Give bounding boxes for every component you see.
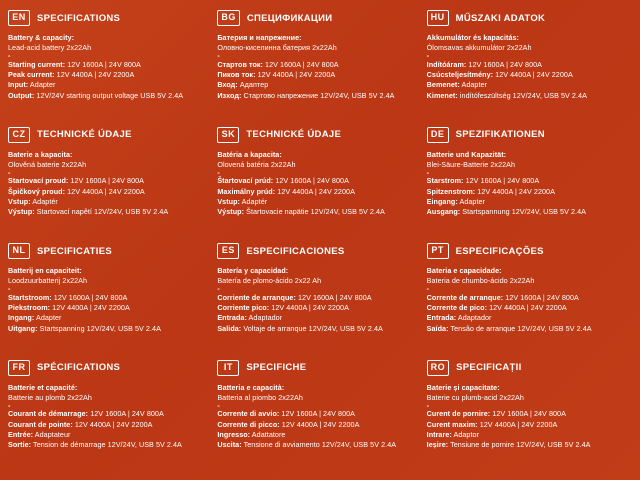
spec-body [217,383,418,451]
spec-label: Starstrom: [426,176,464,186]
spec-block-nl [8,243,213,360]
section-title: SPECIFICATIES [37,245,112,257]
spec-value: 12V 1600A | 24V 800A [492,409,566,419]
spec-body [8,383,209,451]
spec-label: Corrente di picco: [217,419,280,429]
spec-row [427,420,628,430]
spec-row [8,430,209,440]
spec-value: Startspannung 12V/24V, USB 5V 2.4A [462,207,586,217]
spec-header [8,360,209,376]
spec-block-it [217,360,422,477]
spec-value: 12V 1600A | 24V 800A [297,292,372,302]
spec-row [217,303,418,313]
spec-separator: - [8,400,11,410]
spec-value: Startspanning 12V/24V, USB 5V 2.4A [39,323,161,333]
spec-row [427,409,628,419]
spec-lead-value: Ólomsavas akkumulátor 2x22Ah [426,43,532,53]
spec-value: 12V 1600A | 24V 800A [265,59,339,69]
spec-label: Starting current: [8,59,66,69]
spec-value: Adattatore [251,429,286,439]
section-title: ESPECIFICACIONES [246,245,345,257]
spec-separator: - [426,284,430,294]
spec-row [8,303,209,313]
spec-row [217,440,418,450]
spec-separator: - [217,284,220,294]
spec-value: 12V 1600A | 24V 800A [67,59,141,69]
spec-label: Пиков ток: [217,70,256,80]
spec-value: 12V 4400A | 24V 2200A [52,303,130,313]
spec-label: Saída: [426,323,449,333]
spec-separator: - [426,400,430,410]
language-code-badge: NL [8,243,30,259]
spec-label: Štartovací prúd: [217,176,274,186]
spec-value: 12V 1600A | 24V 800A [70,176,145,186]
language-code-badge: SK [217,127,239,143]
spec-label: Eingang: [426,196,458,206]
section-title: TECHNICKÉ ÚDAJE [246,129,342,140]
spec-label: Peak current: [8,70,55,80]
spec-value: Tensiune de pornire 12V/24V, USB 5V 2.4A [450,440,591,450]
spec-row [217,430,418,440]
language-code-badge: IT [217,360,239,376]
spec-row [8,60,209,70]
spec-value: 12V 1600A | 24V 800A [275,176,349,186]
spec-row [217,324,418,334]
section-title: SPECIFICATIONS [37,12,121,24]
spec-row [427,313,628,323]
language-code-badge: HU [427,10,449,26]
spec-value: 12V 1600A | 24V 800A [281,409,356,419]
spec-block-bg [217,10,422,127]
spec-row [427,91,628,101]
spec-value: 12V 4400A | 24V 2200A [67,186,145,196]
language-code-badge: EN [8,10,30,26]
spec-lead-label: Batteria e capacità: [217,382,285,392]
spec-label: Indítóáram: [426,59,467,69]
spec-header [427,10,628,26]
spec-header [217,10,418,26]
spec-value: 12V 1600A | 24V 800A [465,176,540,186]
spec-value: 12V 4400A | 24V 2200A [257,70,336,80]
spec-value: Стартово напрежение 12V/24V, USB 5V 2.4A [243,90,395,100]
spec-value: 12V 4400A | 24V 2200A [56,70,135,80]
spec-lead-value: Lead-acid battery 2x22Ah [8,43,92,53]
spec-body [217,266,418,334]
spec-header [427,360,628,376]
language-code-badge: CZ [8,127,30,143]
spec-label: Ingang: [8,313,35,323]
spec-header [8,127,209,143]
spec-label: Corrente di avvio: [217,409,280,419]
spec-header [427,243,628,259]
spec-label: Corriente de arranque: [217,292,296,302]
spec-value: Voltaje de arranque 12V/24V, USB 5V 2.4A [243,323,383,333]
section-title: SPECIFICAȚII [456,362,522,373]
spec-label: Piekstroom: [8,303,51,313]
spec-body [8,266,209,334]
spec-block-en [8,10,213,127]
spec-lead-label: Baterie și capacitate: [426,382,500,392]
spec-row [217,197,418,207]
spec-body [427,383,628,451]
spec-value: 12V 4400A | 24V 2200A [479,419,558,429]
spec-body [427,33,628,101]
spec-label: Csúcsteljesítmény: [426,70,494,80]
spec-row [217,91,418,101]
spec-label: Ingresso: [217,429,251,439]
spec-row [8,197,209,207]
spec-block-sk [217,127,422,244]
spec-value: Adaptateur [34,429,71,439]
spec-value: 12V 4400A | 24V 2200A [489,303,567,313]
spec-value: Adapter [459,196,485,206]
spec-row [427,70,628,80]
spec-value: Startovací napětí 12V/24V, USB 5V 2.4A [36,207,169,217]
spec-value: 12V 1600A | 24V 800A [505,292,579,302]
spec-block-pt [427,243,632,360]
section-title: SPÉCIFICATIONS [37,362,121,373]
spec-label: Špičkový proud: [8,186,66,196]
spec-row [427,60,628,70]
spec-body [217,150,418,218]
spec-lead-label: Battery & capacity: [8,33,75,42]
spec-label: Intrare: [426,429,452,439]
spec-row [427,176,628,186]
language-code-badge: RO [427,360,450,376]
spec-value: Adaptor [453,429,480,439]
spec-value: 12V 4400A | 24V 2200A [74,419,153,429]
spec-block-es [217,243,422,360]
spec-separator: - [426,167,430,177]
spec-value: 12V/24V starting output voltage USB 5V 2.4A [36,90,184,100]
spec-label: Corrente de pico: [426,303,488,313]
spec-grid [8,10,632,476]
spec-row [217,176,418,186]
spec-lead-label: Batterie et capacité: [8,382,78,392]
spec-value: 12V 1600A | 24V 800A [53,292,128,302]
spec-row [427,80,628,90]
spec-label: Spitzenstrom: [426,186,476,196]
spec-value: 12V 4400A | 24V 2200A [281,419,360,429]
spec-value: Adaptador [248,313,283,323]
spec-row [427,303,628,313]
spec-row [8,176,209,186]
spec-row [217,293,418,303]
language-code-badge: FR [8,360,30,376]
spec-body [427,266,628,334]
spec-lead-label: Baterie a kapacita: [8,149,73,159]
spec-value: Tensão de arranque 12V/24V, USB 5V 2.4A [450,323,592,333]
spec-label: Entrada: [217,313,247,323]
spec-row [8,91,209,101]
spec-row [8,80,209,90]
spec-label: Výstup: [8,207,35,217]
spec-lead-value: Baterie cu plumb-acid 2x22Ah [426,392,524,402]
spec-separator: - [8,51,11,61]
spec-label: Startstroom: [8,292,52,302]
spec-header [217,127,418,143]
spec-row [8,70,209,80]
spec-label: Startovací proud: [8,176,69,186]
spec-row [427,293,628,303]
section-title: MŰSZAKI ADATOK [455,12,546,24]
spec-label: Maximálny prúd: [217,186,276,196]
spec-label: Salida: [217,323,242,333]
spec-lead-value: Loodzuurbatterij 2x22Ah [8,276,88,286]
spec-row [217,60,418,70]
spec-value: Адаптер [239,80,269,90]
spec-row [217,207,418,217]
spec-header [8,243,209,259]
spec-row [217,187,418,197]
spec-value: Adapter [29,80,56,90]
spec-label: Изход: [217,90,242,100]
spec-label: Input: [8,80,29,90]
spec-value: Adaptér [32,196,58,206]
spec-label: Entrée: [8,429,34,439]
spec-lead-label: Batterie und Kapazität: [426,149,507,159]
spec-lead-label: Bateria e capacidade: [426,266,502,275]
spec-row [217,409,418,419]
spec-label: Courant de pointe: [8,419,73,429]
language-code-badge: ES [217,243,239,259]
spec-row [427,197,628,207]
spec-value: 12V 4400A | 24V 2200A [271,303,349,313]
spec-label: Стартов ток: [217,59,263,69]
spec-label: Corriente pico: [217,303,270,313]
language-code-badge: BG [217,10,240,26]
spec-separator: - [426,51,430,61]
spec-label: Ieșire: [426,440,449,450]
spec-lead-value: Batteria al piombo 2x22Ah [217,392,303,402]
spec-row [8,440,209,450]
spec-body [8,33,209,101]
section-title: TECHNICKÉ ÚDAJE [37,129,132,140]
spec-row [8,324,209,334]
spec-lead-label: Batería y capacidad: [217,266,289,275]
spec-value: 12V 4400A | 24V 2200A [477,186,555,196]
spec-label: Output: [8,90,35,100]
spec-label: Corrente de arranque: [426,292,504,302]
spec-lead-value: Оловно-киселинна батерия 2x22Ah [217,43,337,53]
spec-block-fr [8,360,213,477]
section-title: СПЕЦИФИКАЦИИ [246,12,333,24]
spec-row [427,324,628,334]
spec-row [8,187,209,197]
spec-block-cz [8,127,213,244]
spec-header [217,360,418,376]
spec-separator: - [217,51,220,61]
spec-value: 12V 1600A | 24V 800A [90,409,164,419]
spec-label: Entrada: [426,313,457,323]
spec-row [217,80,418,90]
spec-separator: - [217,167,220,177]
spec-row [8,207,209,217]
spec-lead-value: Batería de plomo-ácido 2x22 Ah [217,276,322,286]
spec-row [8,293,209,303]
spec-row [427,440,628,450]
spec-separator: - [8,284,11,294]
spec-value: Tension de démarrage 12V/24V, USB 5V 2.4A [33,440,182,450]
spec-value: Adapter [35,313,62,323]
spec-label: Courant de démarrage: [8,409,89,419]
spec-row [217,313,418,323]
spec-lead-label: Akkumulátor és kapacitás: [426,33,519,42]
spec-row [8,420,209,430]
spec-header [427,127,628,143]
spec-value: 12V 4400A | 24V 2200A [277,186,355,196]
spec-row [217,70,418,80]
language-code-badge: DE [427,127,449,143]
spec-block-ro [427,360,632,477]
spec-block-hu [427,10,632,127]
spec-value: Adaptador [457,313,492,323]
spec-row [217,420,418,430]
spec-value: Tensione di avviamento 12V/24V, USB 5V 2.4A [243,440,397,450]
spec-label: Ausgang: [426,207,461,217]
spec-lead-value: Olovená batéria 2x22Ah [217,159,296,169]
spec-body [217,33,418,101]
spec-body [8,150,209,218]
spec-label: Вход: [217,80,238,90]
spec-row [8,313,209,323]
spec-value: 12V 1600A | 24V 800A [468,59,543,69]
spec-row [427,430,628,440]
language-code-badge: PT [427,243,449,259]
spec-value: Adaptér [241,196,268,206]
spec-lead-value: Blei-Säure-Batterie 2x22Ah [426,159,516,169]
spec-separator: - [8,167,11,177]
spec-label: Curent maxim: [426,419,478,429]
spec-body [427,150,628,218]
spec-lead-label: Batéria a kapacita: [217,149,282,159]
spec-lead-value: Bateria de chumbo-ácido 2x22Ah [426,276,535,286]
spec-label: Bemenet: [426,80,460,90]
spec-header [8,10,209,26]
spec-value: 12V 4400A | 24V 2200A [495,70,573,80]
spec-label: Uitgang: [8,323,38,333]
spec-label: Uscita: [217,440,242,450]
spec-header [217,243,418,259]
spec-value: Štartovacie napätie 12V/24V, USB 5V 2.4A [246,207,385,217]
spec-label: Kimenet: [426,90,458,100]
spec-value: Adapter [461,80,487,90]
section-title: ESPECIFICAÇÕES [455,245,544,257]
spec-label: Curent de pornire: [426,409,491,419]
spec-row [427,207,628,217]
spec-lead-value: Batterie au plomb 2x22Ah [8,392,92,402]
spec-lead-value: Olověná baterie 2x22Ah [8,159,87,169]
spec-row [427,187,628,197]
spec-separator: - [217,400,220,410]
spec-block-de [427,127,632,244]
spec-label: Výstup: [217,207,245,217]
spec-lead-label: Батерия и напрежение: [217,33,302,42]
section-title: SPECIFICHE [246,362,307,373]
spec-row [8,409,209,419]
spec-lead-label: Batterij en capaciteit: [8,266,82,275]
spec-label: Sortie: [8,440,32,450]
spec-label: Vstup: [217,196,240,206]
section-title: SPEZIFIKATIONEN [455,129,545,140]
spec-label: Vstup: [8,196,31,206]
spec-value: indítófeszültség 12V/24V, USB 5V 2.4A [459,90,587,100]
